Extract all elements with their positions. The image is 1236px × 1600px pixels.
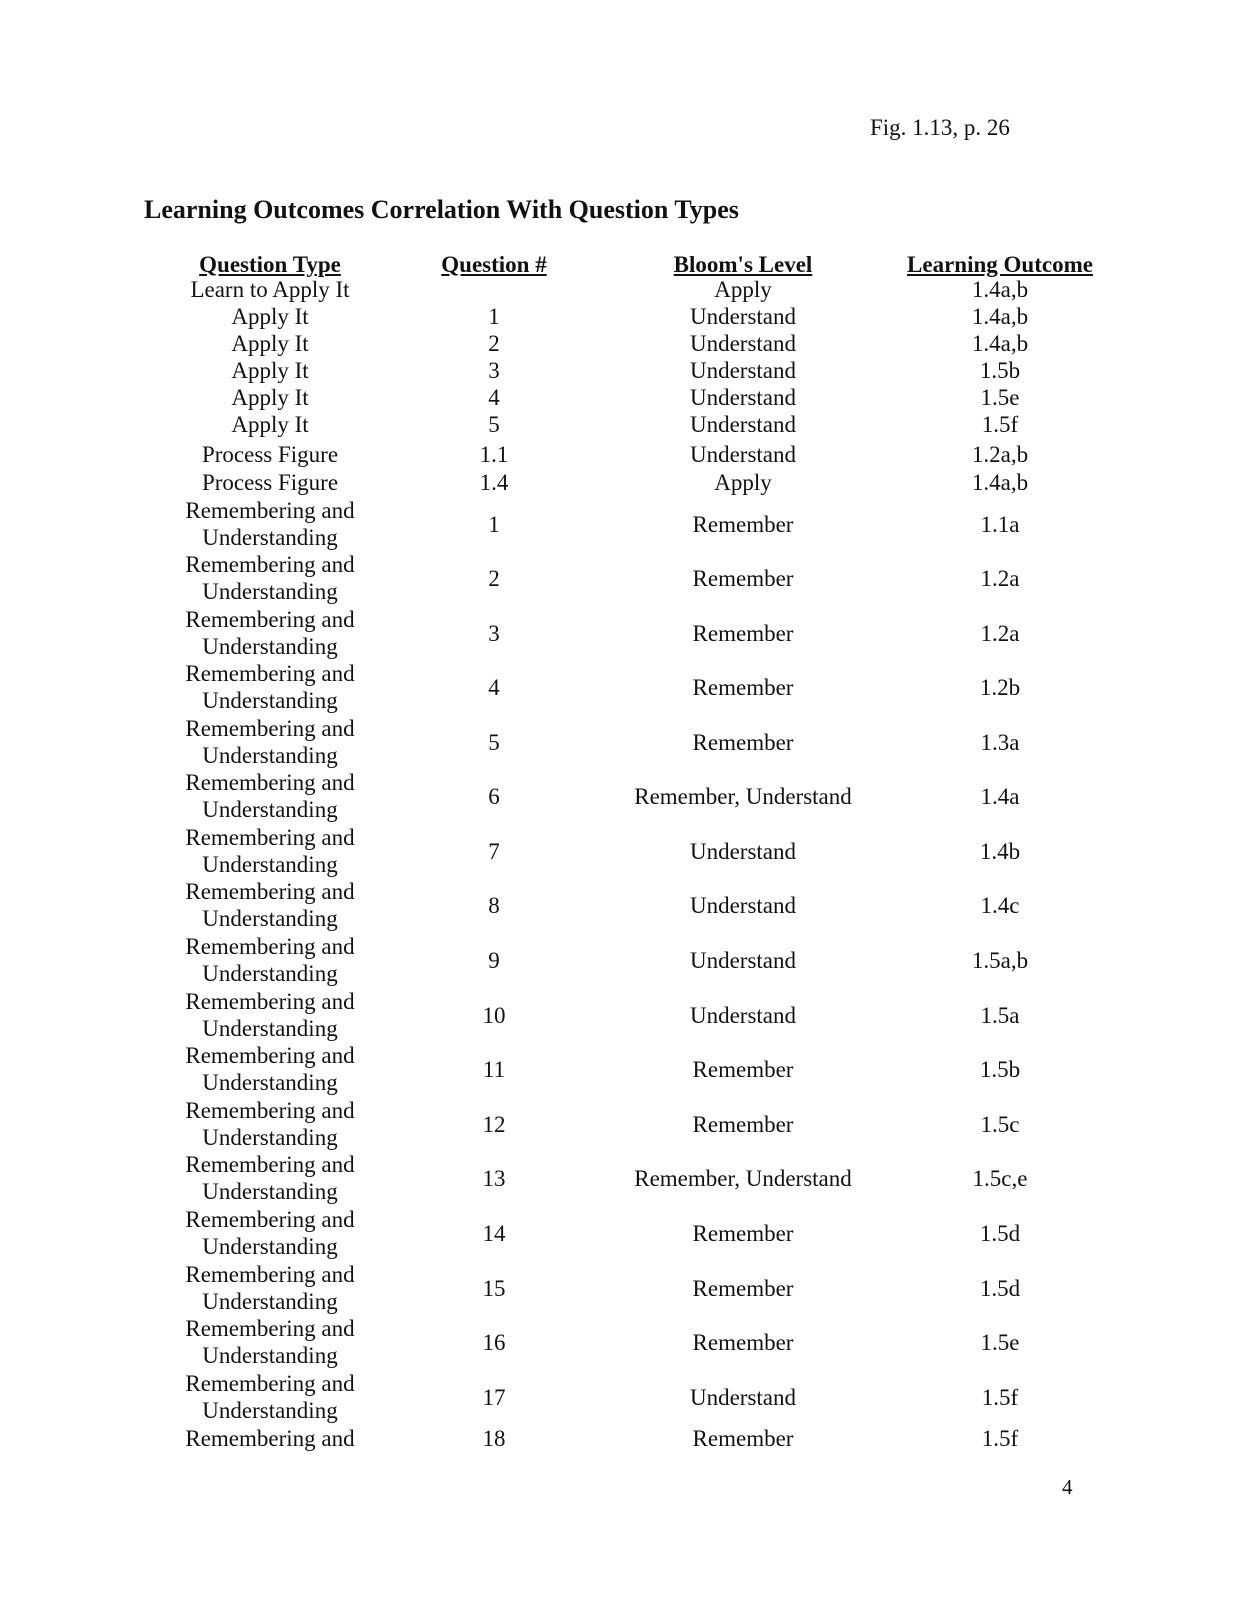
cell-blooms-level: Understand — [689, 892, 797, 918]
cell-learning-outcome: 1.1a — [980, 511, 1020, 537]
cell-question-number: 1 — [488, 304, 500, 329]
page-title: Learning Outcomes Correlation With Question Types — [144, 195, 739, 224]
cell-blooms-level: Remember — [692, 1425, 794, 1451]
cell-learning-outcome: 1.4a,b — [971, 304, 1029, 329]
cell-blooms-level: Understand — [689, 441, 797, 467]
cell-learning-outcome: 1.5c,e — [972, 1165, 1028, 1191]
cell-learning-outcome: 1.5f — [981, 1425, 1019, 1451]
table-header — [0, 250, 1236, 278]
table-row — [0, 987, 1236, 1043]
cell-blooms-level: Remember, Understand — [634, 783, 852, 809]
table-row — [0, 1424, 1236, 1452]
cell-learning-outcome: 1.2a — [980, 620, 1020, 646]
cell-blooms-level: Understand — [689, 412, 797, 437]
cell-question-number: 5 — [488, 729, 500, 755]
cell-question-number: 16 — [482, 1329, 506, 1355]
cell-question-type: Remembering and Understanding — [185, 1262, 355, 1314]
table-row — [0, 1369, 1236, 1425]
table-row — [0, 1041, 1236, 1097]
table-row — [0, 659, 1236, 715]
column-header-question-number: Question # — [441, 251, 547, 277]
table-row — [0, 440, 1236, 468]
cell-question-number: 3 — [488, 358, 500, 383]
cell-question-type: Remembering and Understanding — [185, 989, 355, 1041]
cell-learning-outcome: 1.5c — [980, 1111, 1020, 1137]
cell-blooms-level: Remember — [692, 511, 794, 537]
table-row — [0, 1096, 1236, 1152]
cell-question-number: 13 — [482, 1165, 506, 1191]
cell-question-type: Remembering and Understanding — [185, 1043, 355, 1095]
cell-learning-outcome: 1.4a — [980, 783, 1020, 809]
cell-question-type: Remembering and Understanding — [185, 1371, 355, 1423]
cell-question-type: Remembering and Understanding — [185, 1152, 355, 1204]
cell-question-type: Process Figure — [201, 469, 339, 495]
cell-question-type: Remembering and Understanding — [185, 934, 355, 986]
table-row — [0, 1150, 1236, 1206]
cell-learning-outcome: 1.5b — [979, 358, 1021, 383]
cell-question-number: 3 — [488, 620, 500, 646]
cell-question-number: 11 — [482, 1056, 506, 1082]
cell-question-number: 4 — [488, 385, 500, 410]
cell-question-number: 12 — [482, 1111, 506, 1137]
cell-blooms-level: Understand — [689, 385, 797, 410]
table-row — [0, 1260, 1236, 1316]
cell-blooms-level: Understand — [689, 1384, 797, 1410]
cell-learning-outcome: 1.5b — [979, 1056, 1021, 1082]
cell-question-type: Remembering and Understanding — [185, 770, 355, 822]
column-header-learning-outcome: Learning Outcome — [907, 251, 1093, 277]
cell-learning-outcome: 1.4a,b — [971, 331, 1029, 356]
table-row — [0, 468, 1236, 496]
cell-blooms-level: Understand — [689, 838, 797, 864]
cell-question-number: 14 — [482, 1220, 506, 1246]
cell-question-type: Remembering and Understanding — [185, 879, 355, 931]
cell-question-type: Remembering and Understanding — [185, 1316, 355, 1368]
cell-question-number: 6 — [488, 783, 500, 809]
table-row — [0, 605, 1236, 661]
cell-learning-outcome: 1.5e — [980, 1329, 1020, 1355]
cell-question-type: Apply It — [231, 412, 309, 437]
cell-learning-outcome: 1.5d — [979, 1275, 1021, 1301]
cell-learning-outcome: 1.3a — [980, 729, 1020, 755]
cell-question-number: 5 — [488, 412, 500, 437]
cell-question-number: 1.4 — [479, 469, 509, 495]
cell-question-number: 2 — [488, 565, 500, 591]
table-row — [0, 768, 1236, 824]
table-row — [0, 330, 1236, 357]
cell-blooms-level: Remember — [692, 729, 794, 755]
table-row — [0, 823, 1236, 879]
page-number: 4 — [1062, 1475, 1073, 1499]
cell-question-number: 1 — [488, 511, 500, 537]
cell-question-type: Process Figure — [201, 441, 339, 467]
cell-learning-outcome: 1.5d — [979, 1220, 1021, 1246]
cell-question-number: 8 — [488, 892, 500, 918]
cell-question-type: Remembering and Understanding — [185, 498, 355, 550]
cell-question-type: Remembering and Understanding — [185, 607, 355, 659]
column-header-blooms-level: Bloom's Level — [673, 251, 813, 277]
cell-question-type: Apply It — [231, 358, 309, 383]
cell-question-type: Remembering and Understanding — [185, 661, 355, 713]
cell-blooms-level: Remember — [692, 1220, 794, 1246]
cell-question-type: Remembering and Understanding — [185, 716, 355, 768]
cell-question-number: 2 — [488, 331, 500, 356]
cell-question-type: Apply It — [231, 304, 309, 329]
cell-learning-outcome: 1.2a — [980, 565, 1020, 591]
cell-learning-outcome: 1.5a — [980, 1002, 1020, 1028]
cell-question-number: 9 — [488, 947, 500, 973]
cell-blooms-level: Understand — [689, 947, 797, 973]
cell-blooms-level: Remember — [692, 1056, 794, 1082]
cell-question-number: 18 — [482, 1425, 506, 1451]
cell-question-type: Remembering and Understanding — [185, 825, 355, 877]
cell-blooms-level: Remember — [692, 1329, 794, 1355]
table-row — [0, 932, 1236, 988]
cell-blooms-level: Understand — [689, 1002, 797, 1028]
cell-question-type: Apply It — [231, 385, 309, 410]
cell-blooms-level: Apply — [714, 469, 772, 495]
cell-blooms-level: Apply — [714, 277, 772, 302]
cell-learning-outcome: 1.4a,b — [971, 277, 1029, 302]
cell-learning-outcome: 1.5f — [981, 412, 1019, 437]
cell-blooms-level: Remember — [692, 1275, 794, 1301]
column-header-question-type: Question Type — [199, 251, 341, 277]
cell-learning-outcome: 1.5a,b — [971, 947, 1029, 973]
table-row — [0, 384, 1236, 411]
table-row — [0, 303, 1236, 330]
cell-learning-outcome: 1.4c — [980, 892, 1020, 918]
cell-question-number: 10 — [482, 1002, 506, 1028]
cell-blooms-level: Remember, Understand — [634, 1165, 852, 1191]
cell-question-type: Apply It — [231, 331, 309, 356]
cell-blooms-level: Remember — [692, 565, 794, 591]
cell-blooms-level: Remember — [692, 620, 794, 646]
table-row — [0, 550, 1236, 606]
cell-question-number: 17 — [482, 1384, 506, 1410]
cell-learning-outcome: 1.4a,b — [971, 469, 1029, 495]
cell-blooms-level: Understand — [689, 304, 797, 329]
cell-question-type: Learn to Apply It — [190, 277, 350, 302]
cell-question-number: 1.1 — [479, 441, 509, 467]
cell-question-number: 4 — [488, 674, 500, 700]
cell-question-number: 7 — [488, 838, 500, 864]
cell-question-number: 15 — [482, 1275, 506, 1301]
cell-blooms-level: Remember — [692, 674, 794, 700]
cell-learning-outcome: 1.4b — [979, 838, 1021, 864]
cell-question-type: Remembering and Understanding — [185, 552, 355, 604]
cell-learning-outcome: 1.5f — [981, 1384, 1019, 1410]
cell-question-number — [420, 276, 568, 303]
cell-question-type: Remembering and Understanding — [185, 1098, 355, 1150]
figure-reference: Fig. 1.13, p. 26 — [870, 115, 1010, 140]
table-row — [0, 411, 1236, 438]
cell-learning-outcome: 1.5e — [980, 385, 1020, 410]
table-row — [0, 276, 1236, 303]
cell-learning-outcome: 1.2b — [979, 674, 1021, 700]
table-row — [0, 1314, 1236, 1370]
cell-learning-outcome: 1.2a,b — [971, 441, 1029, 467]
table-row — [0, 714, 1236, 770]
cell-blooms-level: Understand — [689, 331, 797, 356]
table-row — [0, 1205, 1236, 1261]
table-row — [0, 357, 1236, 384]
cell-blooms-level: Understand — [689, 358, 797, 383]
cell-question-type: Remembering and Understanding — [185, 1207, 355, 1259]
table-row — [0, 877, 1236, 933]
cell-question-type: Remembering and — [185, 1425, 355, 1451]
cell-blooms-level: Remember — [692, 1111, 794, 1137]
table-row — [0, 496, 1236, 552]
